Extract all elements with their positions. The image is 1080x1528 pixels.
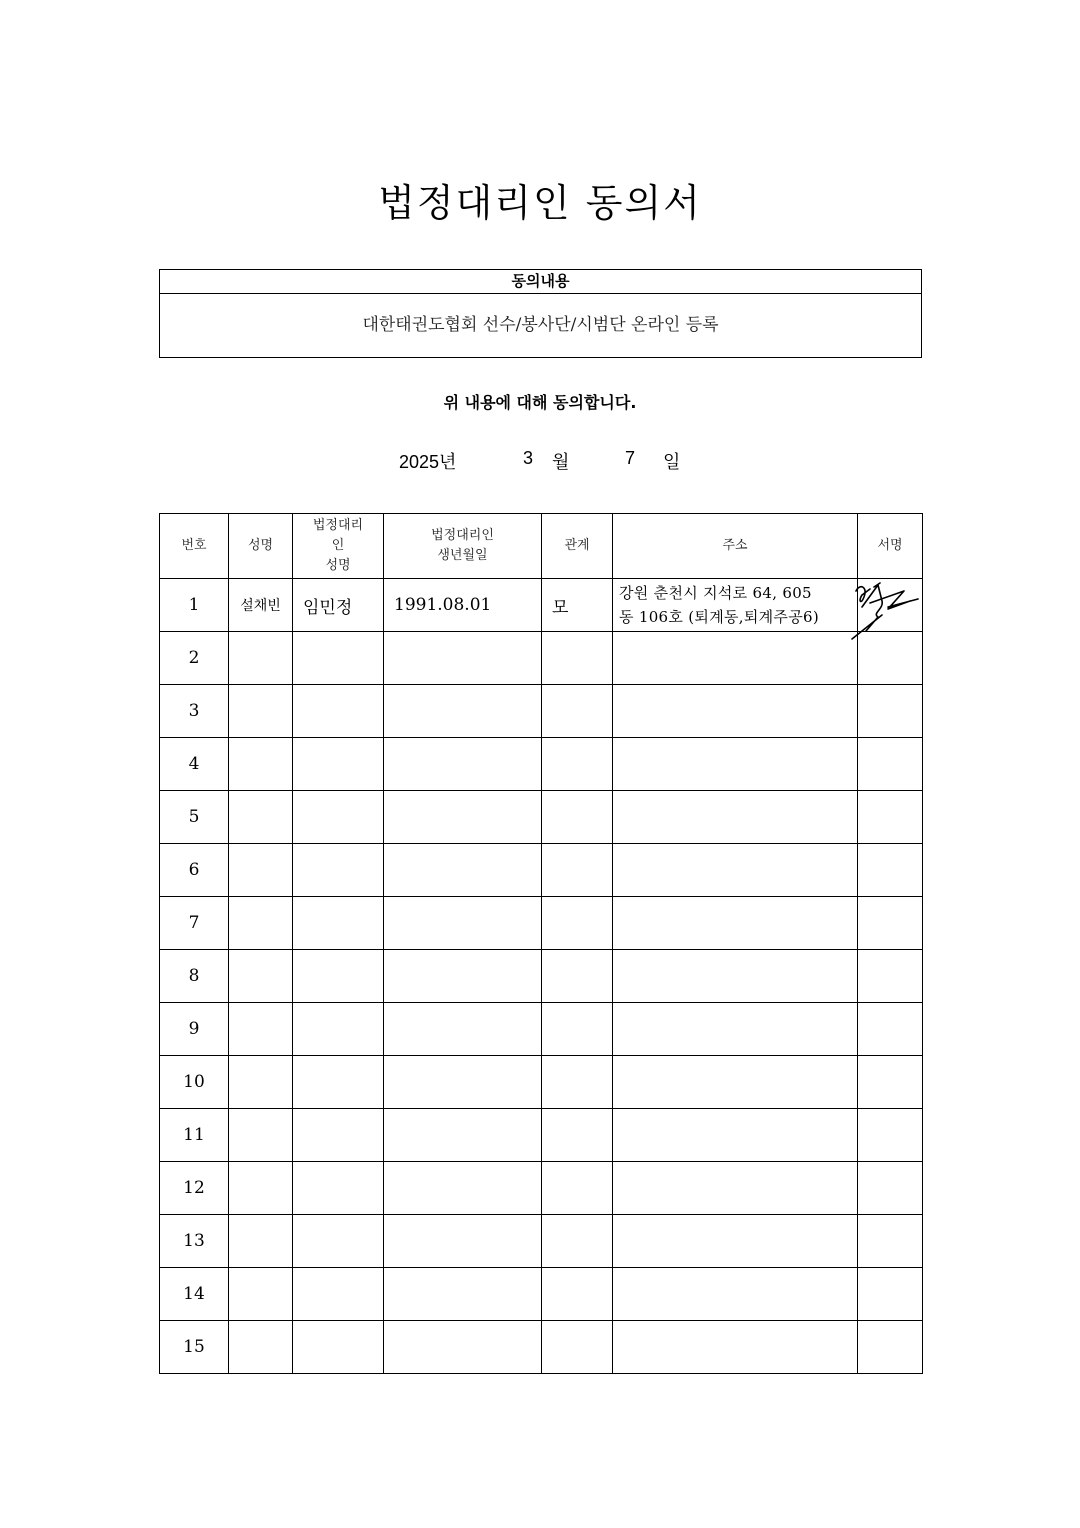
table-row	[160, 1321, 923, 1374]
empty-cell	[229, 1321, 293, 1374]
empty-cell	[613, 844, 858, 897]
table-row	[160, 632, 923, 685]
empty-cell	[229, 738, 293, 791]
table-row	[160, 1268, 923, 1321]
empty-cell	[384, 1109, 542, 1162]
empty-cell	[384, 632, 542, 685]
header-guardian-birth-line2: 생년월일	[437, 548, 488, 563]
empty-cell	[613, 950, 858, 1003]
empty-cell	[293, 1215, 384, 1268]
consent-heading: 동의내용	[160, 270, 921, 294]
empty-cell	[384, 844, 542, 897]
header-guardian-name-line3: 성명	[325, 558, 351, 573]
empty-cell	[613, 632, 858, 685]
header-guardian-birth	[384, 514, 542, 579]
row-no: 10	[160, 1056, 229, 1109]
empty-cell	[858, 1162, 923, 1215]
empty-cell	[542, 1109, 613, 1162]
empty-cell	[858, 950, 923, 1003]
empty-cell	[229, 1109, 293, 1162]
empty-cell	[229, 897, 293, 950]
empty-cell	[613, 1162, 858, 1215]
header-guardian-name-line1: 법정대리	[312, 518, 364, 533]
empty-cell	[858, 1003, 923, 1056]
empty-cell	[384, 738, 542, 791]
row-address-line2: 동 106호 (퇴계동,퇴계주공6)	[619, 608, 819, 626]
row-no: 12	[160, 1162, 229, 1215]
empty-cell	[613, 1109, 858, 1162]
empty-cell	[384, 685, 542, 738]
empty-cell	[858, 844, 923, 897]
empty-cell	[613, 738, 858, 791]
row-no: 15	[160, 1321, 229, 1374]
empty-cell	[384, 950, 542, 1003]
empty-cell	[542, 1003, 613, 1056]
empty-cell	[542, 950, 613, 1003]
empty-cell	[384, 1321, 542, 1374]
empty-cell	[613, 897, 858, 950]
row-no: 7	[160, 897, 229, 950]
table-row	[160, 738, 923, 791]
empty-cell	[293, 1268, 384, 1321]
empty-cell	[858, 1321, 923, 1374]
empty-cell	[229, 844, 293, 897]
empty-cell	[858, 1215, 923, 1268]
empty-cell	[293, 1109, 384, 1162]
empty-cell	[613, 1003, 858, 1056]
table-header-row	[160, 514, 923, 579]
agree-statement: 위 내용에 대해 동의합니다.	[443, 393, 637, 412]
empty-cell	[384, 791, 542, 844]
empty-cell	[293, 1321, 384, 1374]
empty-cell	[542, 738, 613, 791]
row-no: 3	[160, 685, 229, 738]
handwritten-signature	[848, 579, 928, 649]
table-row	[160, 685, 923, 738]
date-month-value: 3	[523, 448, 534, 468]
empty-cell	[613, 1268, 858, 1321]
empty-cell	[858, 791, 923, 844]
empty-cell	[384, 1003, 542, 1056]
row-name: 설채빈	[229, 579, 293, 632]
empty-cell	[229, 632, 293, 685]
empty-cell	[542, 897, 613, 950]
row-no: 6	[160, 844, 229, 897]
row-signature	[858, 579, 923, 632]
empty-cell	[542, 1215, 613, 1268]
header-signature: 서명	[858, 514, 923, 579]
empty-cell	[542, 685, 613, 738]
date-year: 2025년	[399, 452, 457, 472]
row-no: 14	[160, 1268, 229, 1321]
empty-cell	[293, 791, 384, 844]
empty-cell	[613, 1321, 858, 1374]
header-no: 번호	[160, 514, 229, 579]
empty-cell	[542, 1162, 613, 1215]
guardian-table	[159, 513, 923, 1374]
empty-cell	[384, 1268, 542, 1321]
empty-cell	[542, 1268, 613, 1321]
row-relation: 모	[542, 579, 613, 632]
table-row	[160, 791, 923, 844]
empty-cell	[293, 738, 384, 791]
header-guardian-name	[293, 514, 384, 579]
empty-cell	[542, 632, 613, 685]
document-title: 법정대리인 동의서	[378, 181, 702, 225]
empty-cell	[384, 1056, 542, 1109]
empty-cell	[229, 1215, 293, 1268]
date-day-unit: 일	[663, 452, 681, 472]
row-no: 8	[160, 950, 229, 1003]
empty-cell	[613, 1215, 858, 1268]
empty-cell	[542, 844, 613, 897]
empty-cell	[384, 897, 542, 950]
header-name: 성명	[229, 514, 293, 579]
empty-cell	[542, 1321, 613, 1374]
empty-cell	[293, 897, 384, 950]
empty-cell	[384, 1215, 542, 1268]
row-address-line1: 강원 춘천시 지석로 64, 605	[619, 584, 812, 602]
empty-cell	[229, 685, 293, 738]
table-row	[160, 844, 923, 897]
row-address	[613, 579, 858, 632]
empty-cell	[293, 1162, 384, 1215]
row-no: 4	[160, 738, 229, 791]
table-row	[160, 1056, 923, 1109]
empty-cell	[384, 1162, 542, 1215]
empty-cell	[542, 1056, 613, 1109]
empty-cell	[229, 1003, 293, 1056]
row-no: 2	[160, 632, 229, 685]
empty-cell	[858, 1056, 923, 1109]
empty-cell	[293, 632, 384, 685]
empty-cell	[293, 950, 384, 1003]
row-no: 1	[160, 579, 229, 632]
empty-cell	[293, 844, 384, 897]
empty-cell	[293, 1003, 384, 1056]
empty-cell	[229, 1162, 293, 1215]
table-row	[160, 950, 923, 1003]
empty-cell	[542, 791, 613, 844]
date-month-unit: 월	[552, 452, 570, 472]
date-line	[0, 448, 1080, 472]
empty-cell	[858, 897, 923, 950]
row-guardian: 임민정	[293, 579, 384, 632]
consent-box	[159, 269, 922, 358]
date-day-value: 7	[625, 448, 636, 468]
empty-cell	[229, 791, 293, 844]
table-row	[160, 1215, 923, 1268]
empty-cell	[293, 685, 384, 738]
table-row	[160, 1109, 923, 1162]
row-no: 13	[160, 1215, 229, 1268]
table-row	[160, 579, 923, 632]
empty-cell	[613, 685, 858, 738]
empty-cell	[858, 1268, 923, 1321]
empty-cell	[229, 1268, 293, 1321]
empty-cell	[229, 950, 293, 1003]
header-guardian-birth-line1: 법정대리인	[431, 528, 494, 543]
empty-cell	[858, 1109, 923, 1162]
header-guardian-name-line2: 인	[331, 538, 345, 553]
row-no: 11	[160, 1109, 229, 1162]
header-relation: 관계	[542, 514, 613, 579]
row-no: 9	[160, 1003, 229, 1056]
row-no: 5	[160, 791, 229, 844]
empty-cell	[293, 1056, 384, 1109]
header-address: 주소	[613, 514, 858, 579]
table-row	[160, 1162, 923, 1215]
table-row	[160, 1003, 923, 1056]
row-birth: 1991.08.01	[384, 579, 542, 632]
empty-cell	[613, 791, 858, 844]
consent-content: 대한태권도협회 선수/봉사단/시범단 온라인 등록	[362, 315, 719, 335]
empty-cell	[613, 1056, 858, 1109]
empty-cell	[858, 685, 923, 738]
empty-cell	[229, 1056, 293, 1109]
table-row	[160, 897, 923, 950]
empty-cell	[858, 738, 923, 791]
